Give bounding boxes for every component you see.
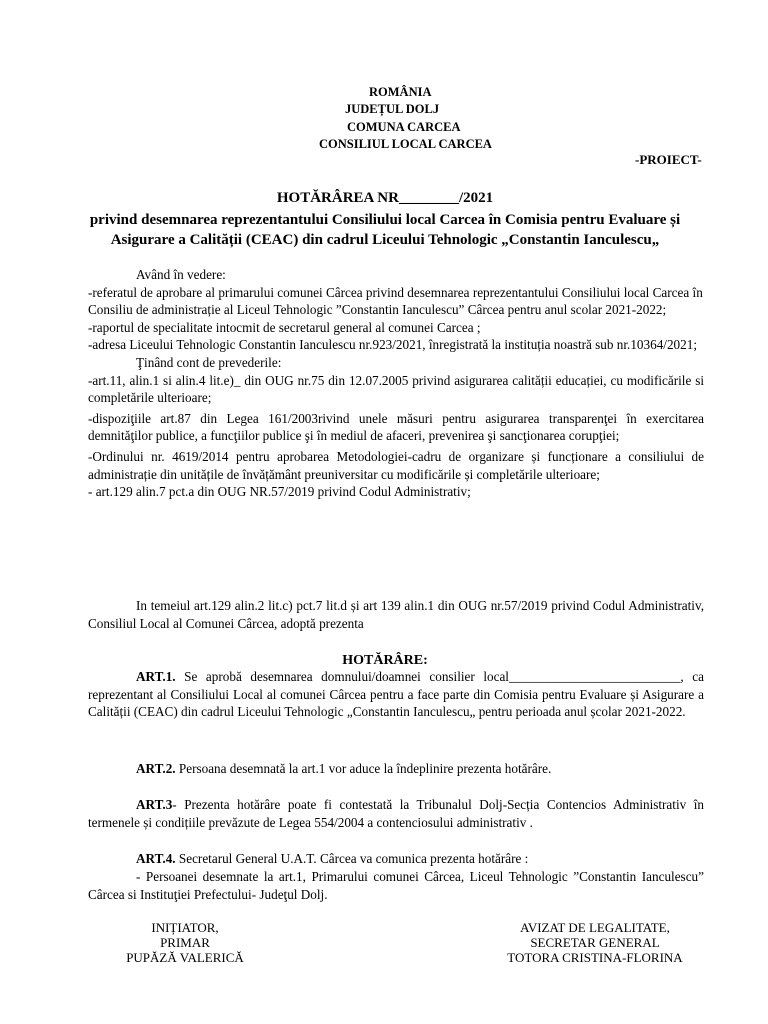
law-item-oug57: - art.129 alin.7 pct.a din OUG NR.57/2019 privind Codul Administrativ; xyxy=(88,484,471,500)
hotarare-heading: HOTĂRÂRE: xyxy=(342,653,428,668)
signature-legality xyxy=(490,920,700,965)
art2-label: ART.2. xyxy=(136,761,176,776)
tinand-cont: Ţinând cont de prevederile: xyxy=(136,354,282,370)
legality-name: TOTORA CRISTINA-FLORINA xyxy=(507,950,683,965)
header-country: ROMÂNIA xyxy=(369,85,432,99)
article-3 xyxy=(88,796,704,831)
article-4-detail: - Persoanei desemnate la art.1, Primarului comunei Cârcea, Liceul Tehnologic ”Constantin Ianculescu” Cârcea si Instituţiei Prefectului- Judeţul Dolj. xyxy=(88,869,704,902)
art3-label: ART.3 xyxy=(136,797,173,812)
art1-label: ART.1. xyxy=(136,669,176,684)
initiator-name: PUPĂZĂ VALERICĂ xyxy=(126,950,244,965)
art3-text: - Prezenta hotărâre poate fi contestată la Tribunalul Dolj-Secția Contencios Administrativ în termenele și condițiile prevăzute de Legea 554/2004 a contenciosului administrativ . xyxy=(88,797,704,830)
header-council: CONSILIUL LOCAL CARCEA xyxy=(319,137,492,151)
art4-text: Secretarul General U.A.T. Cârcea va comunica prezenta hotărâre : xyxy=(175,851,529,866)
preamble-item-adresa: -adresa Liceului Tehnologic Constantin Ianculescu nr.923/2021, înregistrată la instituția noastră sub nr.10364/2021; xyxy=(88,337,697,353)
preamble-item-raport: -raportul de specialitate intocmit de secretarul general al comunei Carcea ; xyxy=(88,319,481,335)
preamble-item-referat: -referatul de aprobare al primarului comunei Cârcea privind desemnarea reprezentantului Consiliului local Carcea în Consiliu de administrație al Liceul Tehnologic ”Constantin Ianculescu” Cârcea pentru anul scolar 2021-2022; xyxy=(88,284,703,318)
article-1 xyxy=(88,668,704,721)
law-item-legea161: -dispoziţiile art.87 din Legea 161/2003rivind unele măsuri pentru asigurarea transparenţei în exercitarea demnităţilor publice, a funcţiilor publice şi în mediul de afaceri, prevenirea şi sancţionarea corupţiei; xyxy=(88,410,704,444)
article-2 xyxy=(88,760,704,778)
header-county: JUDEȚUL DOLJ xyxy=(345,102,440,116)
initiator-title: PRIMAR xyxy=(160,935,210,950)
avand-in-vedere: Având în vedere: xyxy=(136,267,226,282)
temeiul-paragraph: In temeiul art.129 alin.2 lit.c) pct.7 lit.d și art 139 alin.1 din OUG nr.57/2019 privind Codul Administrativ, Consiliul Local al Comunei Cârcea, adoptă prezenta xyxy=(88,598,704,631)
article-4 xyxy=(88,850,704,868)
art4-label: ART.4. xyxy=(136,851,176,866)
signature-initiator xyxy=(100,920,270,965)
legality-title: SECRETAR GENERAL xyxy=(530,935,660,950)
art2-text: Persoana desemnată la art.1 vor aduce la îndeplinire prezenta hotărâre. xyxy=(175,761,552,776)
art1-text: Se aprobă desemnarea domnului/doamnei consilier local__________________________, ca reprezentant al Consiliului Local al comunei Cârcea pentru a face parte din Comisia pentru Evaluare și Asigurare a Calității (CEAC) din cadrul Liceului Tehnologic „Constantin Ianculescu„ pentru perioada anul școlar 2021-2022. xyxy=(88,669,704,720)
document-title: HOTĂRÂREA NR________/2021 xyxy=(276,190,494,206)
header-commune: COMUNA CARCEA xyxy=(347,120,461,134)
document-subtitle: privind desemnarea reprezentantului Consiliului local Carcea în Comisia pentru Evaluare și Asigurare a Calității (CEAC) din cadrul Liceului Tehnologic „Constantin Ianculescu„ xyxy=(89,212,681,248)
initiator-role: INIȚIATOR, xyxy=(151,920,219,935)
law-item-ordin4619: -Ordinului nr. 4619/2014 pentru aprobarea Metodologiei-cadru de organizare și funcționare a consiliului de administrație din unitățile de învățământ preuniversitar cu modificările și completările ulterioare; xyxy=(88,448,704,482)
proiect-label: -PROIECT- xyxy=(635,152,702,167)
law-item-oug75: -art.11, alin.1 si alin.4 lit.e)_ din OUG nr.75 din 12.07.2005 privind asigurarea calității educației, cu modificările si completările ulterioare; xyxy=(88,372,704,406)
preamble xyxy=(88,266,704,501)
legality-role: AVIZAT DE LEGALITATE, xyxy=(520,920,670,935)
